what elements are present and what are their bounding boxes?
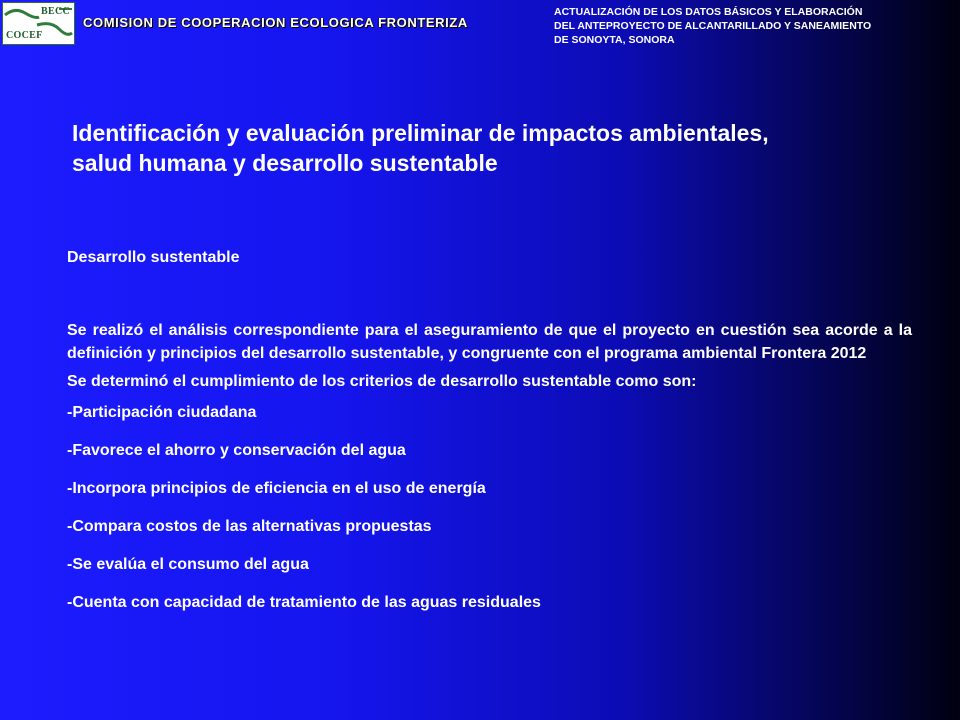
criteria-intro: Se determinó el cumplimiento de los criterios de desarrollo sustentable como son:: [67, 373, 697, 390]
slide-content: [67, 248, 912, 630]
project-title-line: DEL ANTEPROYECTO DE ALCANTARILLADO Y SANEAMIENTO: [554, 20, 872, 32]
criteria-item: -Cuenta con capacidad de tratamiento de las aguas residuales: [67, 594, 541, 611]
criteria-list: [67, 402, 912, 614]
project-title-line: ACTUALIZACIÓN DE LOS DATOS BÁSICOS Y ELABORACIÓN: [554, 6, 863, 18]
project-title-line: DE SONOYTA, SONORA: [554, 34, 675, 46]
logo-cocef-text: COCEF: [6, 30, 43, 41]
slide-title-line: salud humana y desarrollo sustentable: [72, 150, 498, 176]
criteria-item: -Participación ciudadana: [67, 404, 257, 421]
logo-becc-text: BECC: [41, 6, 70, 17]
slide-title-line: Identificación y evaluación preliminar de impactos ambientales,: [72, 120, 769, 146]
section-heading: Desarrollo sustentable: [67, 249, 240, 266]
organization-name: COMISION DE COOPERACION ECOLOGICA FRONTERIZA: [83, 15, 468, 30]
criteria-item: -Favorece el ahorro y conservación del agua: [67, 442, 406, 459]
becc-cocef-logo: [2, 2, 75, 45]
project-title: [554, 5, 954, 47]
slide-title: [72, 118, 912, 178]
analysis-paragraph: Se realizó el análisis correspondiente para el aseguramiento de que el proyecto en cuestión sea acorde a la definición y principios del desarrollo sustentable, y congruente con el programa ambiental Frontera 2012: [67, 322, 912, 362]
criteria-item: -Se evalúa el consumo del agua: [67, 556, 309, 573]
criteria-item: -Incorpora principios de eficiencia en el uso de energía: [67, 480, 486, 497]
criteria-item: -Compara costos de las alternativas propuestas: [67, 518, 432, 535]
